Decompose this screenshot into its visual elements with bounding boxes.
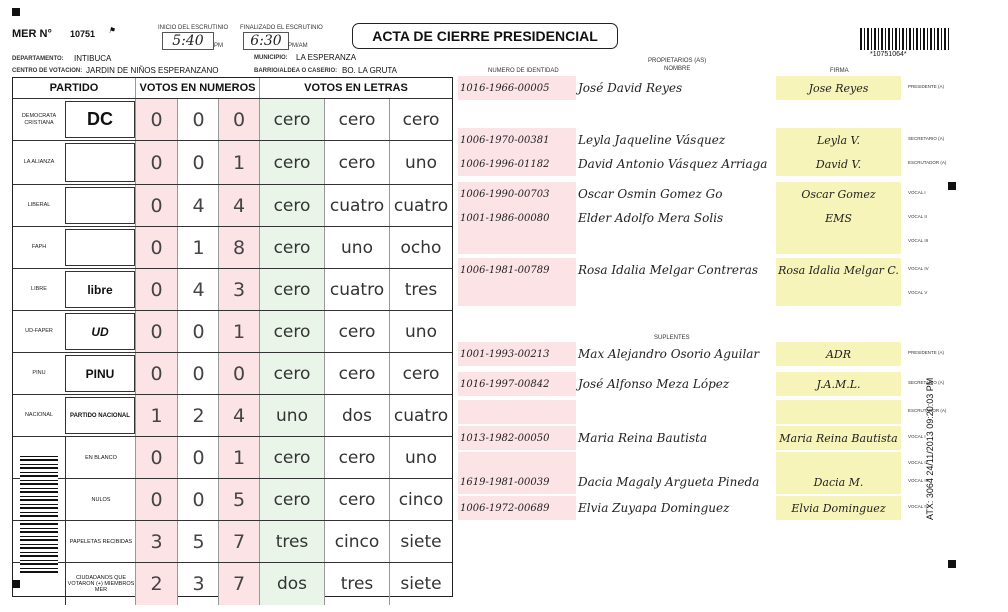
vote-word: cero [324,437,389,478]
member-role: SECRETARIO (A) [908,380,945,385]
member-signature: Leyla V. [776,128,901,152]
member-role: VOCAL I [908,434,926,439]
member-name: Oscar Osmin Gomez Go [578,187,723,201]
vote-digit: 2 [177,395,219,436]
member-role: PRESIDENTE (A) [908,84,945,89]
vote-word: cero [324,311,389,352]
start-label: INICIO DEL ESCRUTINIO [158,25,229,31]
vote-word: cero [324,141,389,184]
vote-word: cuatro [324,269,389,310]
table-header [13,78,452,98]
table-row [13,478,452,520]
table-row [13,562,452,605]
member-name: José David Reyes [578,81,683,95]
table-row [13,140,452,184]
member-row [458,206,901,230]
member-role: VOCAL IV [908,504,929,509]
party-logo-text: DC [87,109,113,129]
member-role: ESCRUTADOR (A) [908,408,947,413]
member-signature: David V. [776,152,901,176]
name-col-label: NOMBRE [664,66,691,72]
member-row [458,128,901,152]
header-numbers: VOTOS EN NUMEROS [135,78,259,98]
party-logo-text: PARTIDO NACIONAL [70,412,130,419]
table-row [13,268,452,310]
end-suffix: PM/AM [288,43,308,49]
vote-word: tres [389,269,452,310]
table-row [13,98,452,140]
member-id: 1006-1996-01182 [458,152,576,176]
vote-digit: 5 [177,521,219,562]
row-label: NULOS [65,479,136,520]
member-name: Dacia Magaly Argueta Pineda [578,475,760,489]
row-label: EN BLANCO [65,437,136,478]
vote-word: cero [259,311,324,352]
member-row [458,282,901,306]
member-signature: Maria Reina Bautista [776,426,901,450]
member-role: ESCRUTADOR (A) [908,160,947,165]
member-signature [776,230,901,254]
start-time: 5:40 [162,32,214,50]
member-signature: Jose Reyes [776,76,901,100]
center-value: JARDIN DE NIÑOS ESPERANZANO [86,66,219,75]
vote-word: cero [259,141,324,184]
member-id [458,230,576,254]
table-row [13,520,452,562]
table-row [13,436,452,478]
member-row [458,152,901,176]
vote-digit: 0 [177,353,219,394]
member-signature [776,400,901,424]
vote-word: cero [259,185,324,226]
member-name: Maria Reina Bautista [578,431,708,445]
mer-logo: ⚑ [108,26,116,35]
vote-word: cuatro [324,185,389,226]
member-row [458,342,901,366]
member-id: 1006-1970-00381 [458,128,576,152]
substitutes-label: SUPLENTES [654,335,690,341]
vote-digit: 0 [135,99,177,140]
member-id: 1006-1972-00689 [458,496,576,520]
member-name [578,282,774,306]
municipality-label: MUNICIPIO: [254,55,288,61]
end-label: FINALIZADO EL ESCRUTINIO [240,25,323,31]
member-signature: Oscar Gomez [776,182,901,206]
member-role: VOCAL III [908,238,929,243]
vote-digit: 4 [177,185,219,226]
vote-digit: 0 [135,269,177,310]
party-logo-text: PINU [85,366,115,381]
vote-word: dos [324,395,389,436]
member-id: 1013-1982-00050 [458,426,576,450]
vote-digit: 5 [218,479,259,520]
vote-digit: 0 [135,141,177,184]
member-role: VOCAL III [908,478,929,483]
member-signature: ADR [776,342,901,366]
mer-label: MER N° [12,28,52,40]
table-row [13,226,452,268]
member-name: David Antonio Vásquez Arriaga [578,157,768,171]
vote-word: siete [389,521,452,562]
header-party: PARTIDO [49,82,99,94]
row-label: CIUDADANOS QUE VOTARON (+) MIEMBROS MER [65,563,136,605]
registration-mark [948,182,956,190]
member-name [578,230,774,254]
vote-word: cero [259,437,324,478]
vote-word: cero [389,353,452,394]
vote-digit: 1 [218,437,259,478]
member-role: VOCAL I [908,190,926,195]
vote-word: cero [259,227,324,268]
vote-digit: 0 [135,227,177,268]
barcode-side [20,455,58,573]
vote-digit: 1 [135,395,177,436]
party-logo [65,271,135,308]
member-row [458,426,901,450]
member-name: Leyla Jaqueline Vásquez [578,133,726,147]
party-logo [65,229,135,266]
vote-digit: 0 [135,437,177,478]
id-col-label: NUMERO DE IDENTIDAD [488,68,559,74]
vote-word: uno [389,437,452,478]
vote-digit: 4 [177,269,219,310]
registration-mark [12,580,20,588]
member-id: 1016-1966-00005 [458,76,576,100]
vote-digit: 7 [218,563,259,605]
page-title: ACTA DE CIERRE PRESIDENCIAL [352,23,618,49]
member-id: 1001-1986-00080 [458,206,576,230]
party-name: PINU [32,370,46,377]
vote-digit: 0 [177,141,219,184]
department-label: DEPARTAMENTO: [12,56,64,62]
vote-digit: 0 [135,185,177,226]
party-name: LA ALIANZA [23,159,55,166]
vote-digit: 0 [218,353,259,394]
vote-digit: 3 [177,563,219,605]
side-stamp: ATX: 3064 24/11/2013 09:20:03 PM [925,377,935,520]
vote-word: cero [259,479,324,520]
vote-digit: 1 [218,311,259,352]
member-id [458,282,576,306]
vote-digit: 0 [177,311,219,352]
party-name: FAPH [31,244,47,251]
member-id: 1619-1981-00039 [458,470,576,494]
member-row [458,182,901,206]
vote-word: siete [389,563,452,605]
member-signature: J.A.M.L. [776,372,901,396]
vote-word: cinco [324,521,389,562]
member-role: SECRETARIO (A) [908,136,945,141]
party-logo [65,397,135,434]
end-time: 6:30 [243,32,289,50]
member-id: 1006-1981-00789 [458,258,576,282]
party-logo-text: libre [87,282,113,297]
municipality-value: LA ESPERANZA [296,53,357,62]
member-id: 1001-1993-00213 [458,342,576,366]
member-signature: Elvia Dominguez [776,496,901,520]
vote-digit: 1 [177,227,219,268]
party-logo [65,187,135,224]
vote-word: cero [259,99,324,140]
member-name: Max Alejandro Osorio Aguilar [578,347,760,361]
table-row [13,184,452,226]
vote-word: cero [259,269,324,310]
party-name: LIBERAL [27,202,51,209]
vote-digit: 0 [135,479,177,520]
start-suffix: PM [214,43,223,49]
vote-digit: 0 [218,99,259,140]
village-label: BARRIO/ALDEA O CASERIO: [254,68,338,74]
member-row [458,470,901,494]
party-logo [65,143,135,182]
vote-word: cero [324,479,389,520]
member-row [458,496,901,520]
member-row [458,400,901,424]
member-id: 1006-1990-00703 [458,182,576,206]
vote-word: ocho [389,227,452,268]
barcode-top [860,28,950,50]
table-row [13,394,452,436]
member-row [458,258,901,282]
member-signature: EMS [776,206,901,230]
vote-digit: 8 [218,227,259,268]
registration-mark [12,8,20,16]
vote-digit: 1 [218,141,259,184]
vote-digit: 0 [177,99,219,140]
vote-digit: 4 [218,395,259,436]
vote-word: cuatro [389,395,452,436]
header-letters: VOTOS EN LETRAS [259,78,452,98]
vote-word: uno [389,141,452,184]
registration-mark [948,560,956,568]
village-value: BO. LA GRUTA [342,66,397,75]
mer-number: 10751 [70,29,96,39]
member-name: Rosa Idalia Melgar Contreras [578,263,759,277]
member-id: 1016-1997-00842 [458,372,576,396]
member-name [578,400,774,424]
vote-word: tres [259,521,324,562]
member-role: VOCAL IV [908,266,929,271]
party-name: LIBRE [31,286,47,293]
vote-digit: 0 [177,479,219,520]
barcode-number: *10751064* [870,51,907,58]
table-row [13,352,452,394]
vote-word: uno [324,227,389,268]
vote-digit: 0 [177,437,219,478]
vote-word: cinco [389,479,452,520]
vote-digit: 7 [218,521,259,562]
member-signature [776,282,901,306]
row-label: PAPELETAS RECIBIDAS [65,521,136,562]
department-value: INTIBUCA [74,54,112,63]
vote-word: cero [259,353,324,394]
center-label: CENTRO DE VOTACION: [12,68,83,74]
vote-digit: 0 [135,311,177,352]
party-logo [65,355,135,392]
member-role: VOCAL II [908,214,927,219]
member-row [458,372,901,396]
member-name: Elder Adolfo Mera Solis [578,211,724,225]
member-row [458,76,901,100]
vote-word: cero [324,99,389,140]
member-signature: Rosa Idalia Melgar C. [776,258,901,282]
party-logo-text: UD [91,324,109,339]
party-logo [65,101,135,138]
member-role: PRESIDENTE (A) [908,350,945,355]
member-signature: Dacia M. [776,470,901,494]
vote-word: uno [259,395,324,436]
member-row [458,230,901,254]
party-name: UD-FAPER [25,328,53,335]
member-name: Elvia Zuyapa Dominguez [578,501,730,515]
vote-word: tres [324,563,389,605]
vote-word: cuatro [389,185,452,226]
vote-word: dos [259,563,324,605]
vote-digit: 3 [135,521,177,562]
owners-label: PROPIETARIOS (AS) [648,58,707,64]
member-role: VOCAL II [908,460,927,465]
member-id [458,400,576,424]
table-row [13,310,452,352]
vote-digit: 3 [218,269,259,310]
vote-word: uno [389,311,452,352]
vote-word: cero [324,353,389,394]
vote-digit: 2 [135,563,177,605]
vote-digit: 0 [135,353,177,394]
member-role: VOCAL V [908,290,928,295]
party-name: DEMOCRATA CRISTIANA [21,113,57,126]
vote-digit: 4 [218,185,259,226]
votes-table [12,77,453,597]
sig-col-label: FIRMA [830,68,849,74]
party-logo [65,313,135,350]
vote-word: cero [389,99,452,140]
party-name: NACIONAL [24,412,54,419]
member-name: José Alfonso Meza López [578,377,730,391]
